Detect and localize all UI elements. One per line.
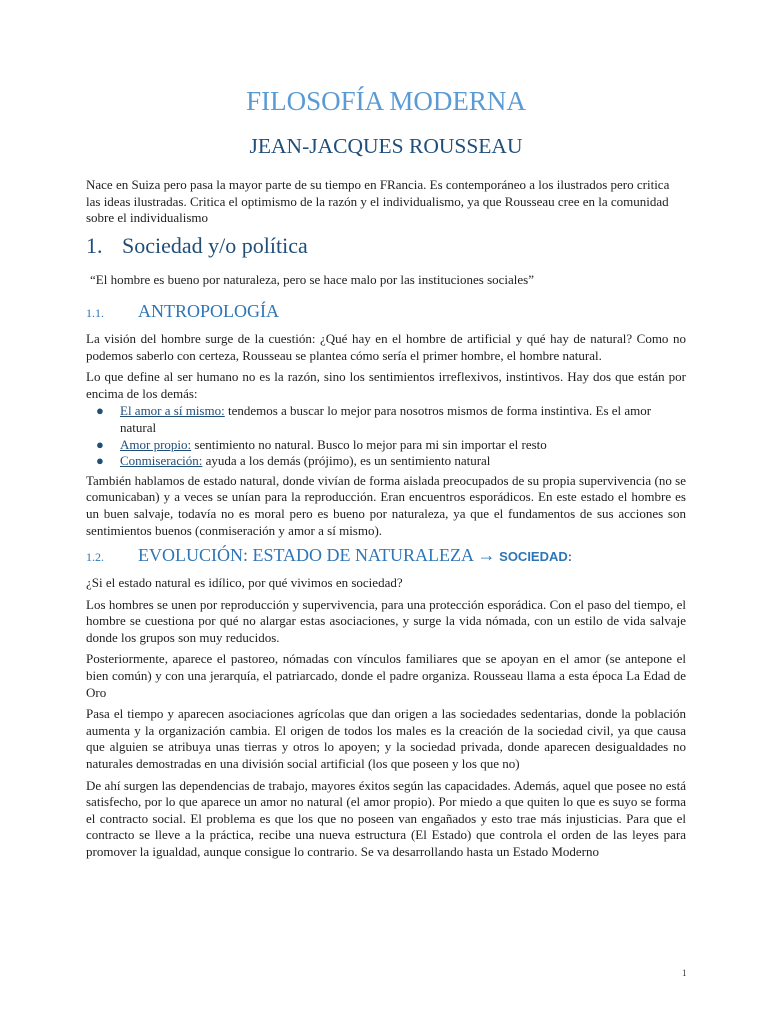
paragraph: Pasa el tiempo y aparecen asociaciones agrícolas que dan origen a las sociedades sedentarias, donde la población aumenta y la organización cambia. El origen de todos los males es la creación de la sociedad civil, ya que causa que alguien se atribuya unas tierras y otros lo apoyen; y la sociedad privada, donde aparecen desigualdades no naturales demostradas en una división social artificial (los que poseen y los que no): [86, 706, 686, 771]
paragraph: La visión del hombre surge de la cuestión: ¿Qué hay en el hombre de artificial y qué hay de natural? Como no podemos saberlo con certeza, Rousseau se plantea cómo sería el primer hombre, el hombre natural.: [86, 331, 686, 363]
list-item: [86, 437, 686, 454]
document-title: FILOSOFÍA MODERNA: [246, 86, 526, 116]
page-number: 1: [682, 968, 687, 978]
bullet-list: [86, 403, 686, 469]
list-item: [86, 453, 686, 470]
paragraph: Lo que define al ser humano no es la razón, sino los sentimientos irreflexivos, instintivos. Hay dos que están por encima de los demás:: [86, 369, 686, 401]
section-title: Sociedad y/o política: [122, 233, 308, 258]
list-term: Amor propio:: [120, 436, 192, 452]
paragraph: De ahí surgen las dependencias de trabajo, mayores éxitos según las capacidades. Además, aquel que posee no está satisfecho, por lo que aparece un amor no natural (el amor propio). Por miedo a que quiten lo que es suyo se forma el contracto social. El problema es que los que no poseen van engañados y esto trae más injusticias. Para que el contracto se lleve a la práctica, recibe una nueva estructura (El Estado) que controla el orden de las leyes para promover la igualdad, aunque consigue lo contrario. Se va desarrollando hasta un Estado Moderno: [86, 777, 686, 859]
bullet-icon: ●: [96, 453, 104, 469]
subsection-title: ANTROPOLOGÍA: [138, 301, 279, 321]
subsection-number: 1.1.: [86, 306, 104, 320]
list-item: [86, 403, 686, 436]
paragraph: Los hombres se unen por reproducción y supervivencia, para una protección esporádica. Con el paso del tiempo, el hombre se cuestiona por qué no alargar estas asociaciones, y surge la vida nómada, con un estilo de vida salvaje donde los grupos son muy reducidos.: [86, 596, 686, 645]
subsection-title: EVOLUCIÓN: ESTADO DE NATURALEZA →: [138, 545, 496, 565]
list-text: ayuda a los demás (prójimo), es un sentimiento natural: [202, 453, 491, 469]
section-number: 1.: [86, 233, 103, 258]
section-heading-1: [86, 233, 686, 259]
paragraph: También hablamos de estado natural, donde vivían de forma aislada preocupados de su propia supervivencia (no se comunicaban) y a veces se unían para la reproducción. Eran encuentros esporádicos. En este estado el hombre es un buen salvaje, todavía no es moral pero es bueno por naturaleza, ya que el fundamentos de sus acciones son sentimientos buenos (conmiseración y amor a sí mismo).: [86, 472, 686, 538]
document-subtitle: JEAN-JACQUES ROUSSEAU: [249, 134, 523, 158]
subsection-heading-1-2: [86, 545, 706, 566]
section-quote: “El hombre es bueno por naturaleza, pero se hace malo por las instituciones sociales”: [90, 272, 535, 287]
list-term: Conmiseración:: [120, 453, 203, 469]
subsection-1-2-body: [86, 575, 686, 866]
intro-paragraph: Nace en Suiza pero pasa la mayor parte de su tiempo en FRancia. Es contemporáneo a los ilustrados pero critica las ideas ilustradas. Critica el optimismo de la razón y el individualismo, ya que Rousseau cree en la comunidad sobre el individualismo: [86, 177, 670, 226]
subsection-number: 1.2.: [86, 550, 104, 564]
subsection-1-1-body: [86, 331, 686, 544]
subsection-heading-1-1: [86, 301, 706, 322]
bullet-icon: ●: [96, 403, 104, 419]
bullet-icon: ●: [96, 436, 104, 452]
subsection-title-tail: SOCIEDAD:: [495, 549, 573, 564]
list-term: El amor a sí mismo:: [120, 403, 225, 419]
paragraph: Posteriormente, aparece el pastoreo, nómadas con vínculos familiares que se apoyan en el amor (se antepone el bien común) y con una jerarquía, el patriarcado, donde el padre organiza. Rousseau llama a esta época La Edad de Oro: [86, 651, 686, 700]
list-text: sentimiento no natural. Busco lo mejor para mi sin importar el resto: [191, 436, 547, 452]
paragraph: ¿Si el estado natural es idílico, por qué vivimos en sociedad?: [86, 575, 403, 590]
list-text: tendemos a buscar lo mejor para nosotros mismos de forma instintiva. Es el amor natural: [120, 403, 652, 435]
